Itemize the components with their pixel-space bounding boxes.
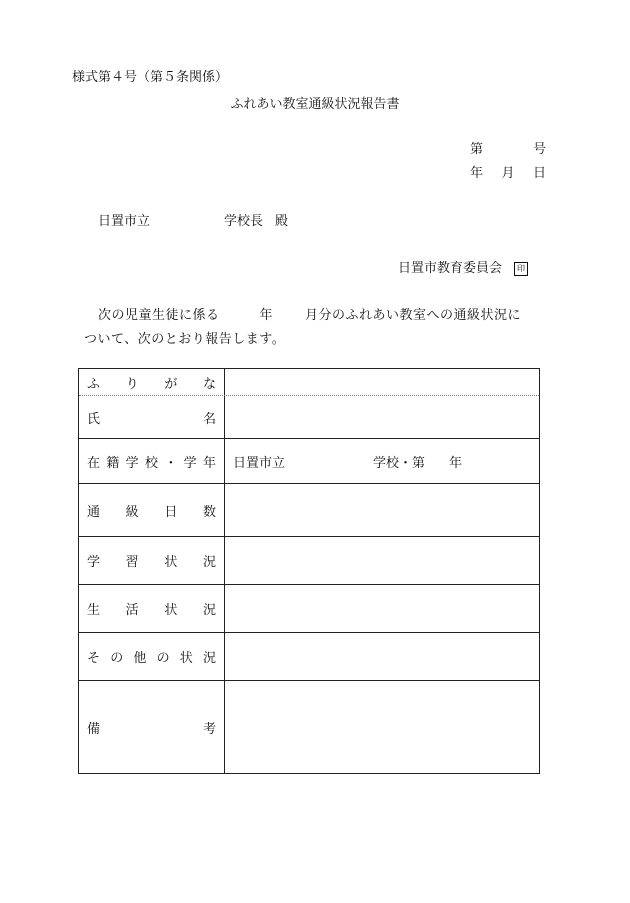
value-life-status[interactable] xyxy=(225,585,539,632)
school-label: 学校・第 xyxy=(373,455,426,471)
label-school-grade: 在 籍 学 校 ・ 学 年 xyxy=(87,455,216,471)
table-row-remarks xyxy=(79,680,539,773)
seal-mark: 印 xyxy=(514,262,528,276)
body-text-year: 年 xyxy=(259,308,274,323)
label-name: 氏 名 xyxy=(87,411,216,427)
label-attendance-days: 通 級 日 数 xyxy=(87,504,216,520)
addressee-role: 学校長 xyxy=(224,214,264,229)
doc-no-dai: 第 xyxy=(470,142,484,157)
label-life-status: 生 活 状 況 xyxy=(87,603,216,618)
body-line-2: ついて、次のとおり報告します。 xyxy=(84,332,286,347)
document-date-line xyxy=(470,162,546,181)
table-row-school xyxy=(79,438,539,483)
body-text-1b: 月分のふれあい教室への通級状況に xyxy=(305,308,522,323)
value-name[interactable] xyxy=(225,396,539,438)
value-furigana[interactable] xyxy=(225,369,539,395)
value-other-status[interactable] xyxy=(225,633,539,680)
addressee-prefix: 日置市立 xyxy=(98,214,151,229)
value-learning-status[interactable] xyxy=(225,537,539,584)
grade-label: 年 xyxy=(449,455,463,471)
form-number: 様式第４号（第５条関係） xyxy=(72,70,229,85)
table-row-life xyxy=(79,584,539,632)
school-prefix: 日置市立 xyxy=(233,455,286,471)
value-attendance-days[interactable] xyxy=(225,484,539,536)
label-remarks: 備 考 xyxy=(87,721,216,737)
table-row-learning xyxy=(79,536,539,584)
table-row-furigana xyxy=(79,369,539,395)
addressee-honorific: 殿 xyxy=(275,214,289,229)
body-text-1a: 次の児童生徒に係る xyxy=(98,308,220,323)
document-number-line xyxy=(470,138,546,157)
date-day: 日 xyxy=(532,166,546,181)
value-school-grade[interactable] xyxy=(225,439,539,483)
table-row-other xyxy=(79,632,539,680)
date-month: 月 xyxy=(501,166,515,181)
label-learning-status: 学 習 状 況 xyxy=(87,555,216,570)
document-title: ふれあい教室通級状況報告書 xyxy=(230,97,400,112)
addressee xyxy=(98,210,288,229)
label-other-status: そ の 他 の 状 況 xyxy=(87,651,216,666)
table-row-name xyxy=(79,395,539,438)
date-year: 年 xyxy=(470,166,484,181)
label-furigana: ふ り が な xyxy=(87,376,216,392)
report-table xyxy=(78,368,540,774)
doc-no-go: 号 xyxy=(532,142,546,157)
sender-name: 日置市教育委員会 xyxy=(398,261,503,276)
sender xyxy=(398,257,528,276)
body-line-1 xyxy=(98,304,521,323)
value-remarks[interactable] xyxy=(225,681,539,773)
table-row-attendance xyxy=(79,483,539,536)
